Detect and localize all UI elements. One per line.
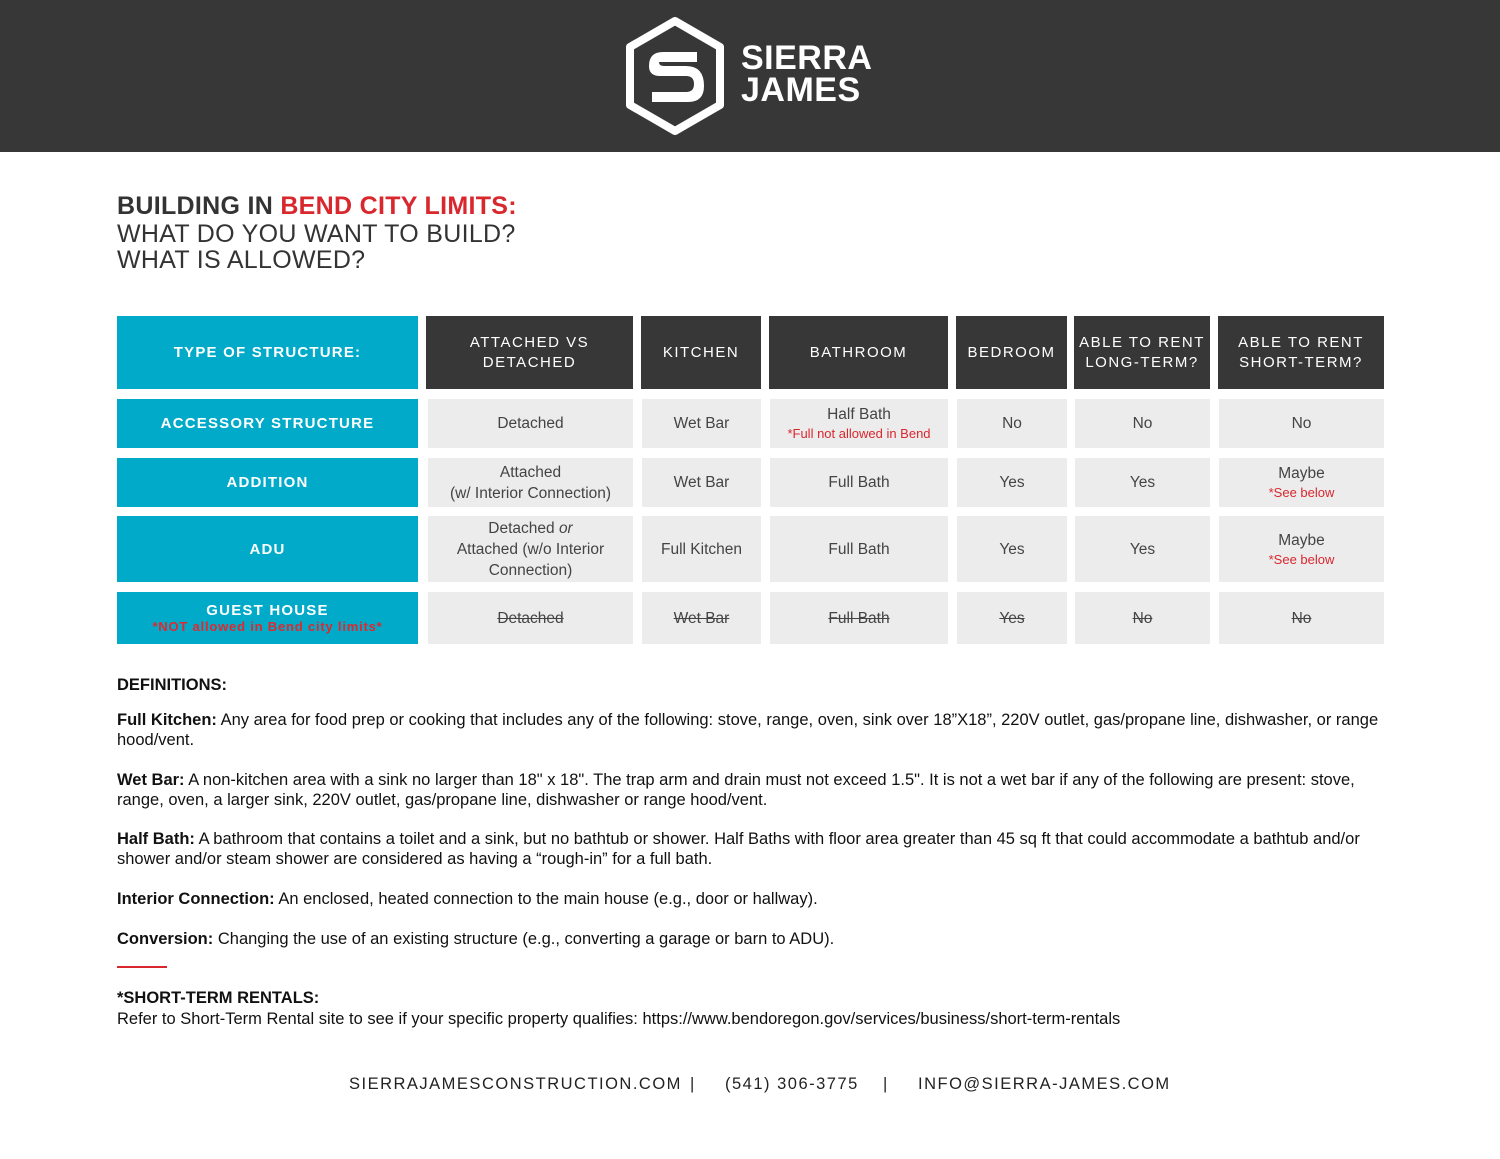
row-label-guest-house <box>117 592 418 644</box>
interior-text: An enclosed, heated connection to the main house (e.g., door or hallway). <box>274 890 818 908</box>
page-header <box>0 0 1500 152</box>
adu-label: ADU <box>249 540 286 558</box>
guest-attached: Detached <box>497 609 564 627</box>
accessory-short-term: No <box>1291 415 1312 432</box>
header-bathroom-label: BATHROOM <box>809 343 908 361</box>
interior-term: Interior Connection: <box>117 890 275 908</box>
adu-kitchen: Full Kitchen <box>661 540 742 558</box>
header-bathroom <box>769 316 948 389</box>
header-short-term-line-2: SHORT-TERM? <box>1239 353 1363 371</box>
adu-long-term-cell <box>1075 516 1210 582</box>
addition-bedroom: Yes <box>999 474 1025 491</box>
header-long-term-line-2: LONG-TERM? <box>1085 353 1199 371</box>
title-line-2: WHAT DO YOU WANT TO BUILD? <box>117 220 516 248</box>
addition-long-term-cell <box>1075 458 1210 507</box>
guest-bedroom: Yes <box>999 609 1025 627</box>
addition-attached-line-1: Attached <box>499 463 562 481</box>
addition-bathroom: Full Bath <box>828 474 890 491</box>
addition-bathroom-cell <box>770 458 948 507</box>
guest-short-term: No <box>1291 609 1312 627</box>
header-kitchen <box>641 316 761 389</box>
wet-bar-term: Wet Bar: <box>117 771 185 789</box>
full-kitchen-term: Full Kitchen: <box>117 711 217 729</box>
accessory-attached: Detached <box>497 415 564 432</box>
adu-attached-line-2: Attached (w/o Interior <box>456 540 605 558</box>
adu-short-term-note: *See below <box>1268 551 1335 567</box>
adu-bathroom-cell <box>770 516 948 582</box>
definition-conversion <box>117 929 1387 949</box>
wet-bar-text: A non-kitchen area with a sink no larger than 18" x 18". The trap arm and drain must not exceed 1.5". It is not a wet bar if any of the following are present: stove, range, oven, a larger sink, 220V outlet, gas/propane line, dishwasher or range hood/vent. <box>117 771 1355 809</box>
accessory-label: ACCESSORY STRUCTURE <box>160 415 375 432</box>
header-short-term-line-1: ABLE TO RENT <box>1238 333 1364 351</box>
accessory-bathroom-cell <box>770 399 948 448</box>
accessory-bathroom: Half Bath <box>827 406 891 423</box>
definition-full-kitchen <box>117 710 1387 750</box>
addition-kitchen: Wet Bar <box>673 474 730 491</box>
title-highlight: BEND CITY LIMITS: <box>280 192 517 220</box>
definition-half-bath <box>117 829 1387 869</box>
adu-bedroom: Yes <box>999 540 1025 558</box>
adu-attached-detached: Detached <box>488 519 559 537</box>
footer-phone[interactable]: (541) 306-3775 <box>725 1075 859 1093</box>
adu-attached-cell <box>428 516 633 582</box>
header-type-of-structure <box>117 316 418 389</box>
short-term-rentals-heading <box>117 988 1387 1008</box>
addition-attached-line-2: (w/ Interior Connection) <box>449 484 612 502</box>
definition-wet-bar <box>117 770 1387 810</box>
row-label-adu <box>117 516 418 582</box>
header-type-label: TYPE OF STRUCTURE: <box>173 344 362 361</box>
title-line-3: WHAT IS ALLOWED? <box>117 246 366 274</box>
page-title <box>117 191 517 273</box>
guest-attached-cell <box>428 592 633 644</box>
addition-short-term-note: *See below <box>1268 485 1335 500</box>
accessory-long-term-cell <box>1075 399 1210 448</box>
title-line-1 <box>117 191 517 221</box>
footer-website[interactable]: SIERRAJAMESCONSTRUCTION.COM <box>349 1075 682 1093</box>
definition-interior-connection <box>117 889 1387 909</box>
guest-kitchen-cell <box>642 592 761 644</box>
adu-short-term: Maybe <box>1278 531 1325 549</box>
accessory-attached-cell <box>428 399 633 448</box>
accessory-short-term-cell <box>1219 399 1384 448</box>
footer-separator-1: | <box>690 1075 696 1093</box>
header-long-term <box>1074 316 1210 389</box>
header-attached-line-1: ATTACHED VS <box>469 333 590 351</box>
guest-long-term: No <box>1132 609 1153 627</box>
addition-short-term: Maybe <box>1278 465 1325 482</box>
guest-short-term-cell <box>1219 592 1384 644</box>
accessory-bathroom-note: *Full not allowed in Bend <box>787 426 931 441</box>
guest-bedroom-cell <box>957 592 1067 644</box>
accessory-kitchen-cell <box>642 399 761 448</box>
definitions-heading-text: DEFINITIONS: <box>117 676 227 694</box>
header-kitchen-label: KITCHEN <box>662 343 740 361</box>
header-long-term-line-1: ABLE TO RENT <box>1079 333 1205 351</box>
guest-label-note: *NOT allowed in Bend city limits* <box>152 619 383 634</box>
half-bath-text: A bathroom that contains a toilet and a sink, but no bathtub or shower. Half Baths with floor area greater than 45 sq ft that could accommodate a bathtub and/or shower and/or steam shower are considered as having a “rough-in” for a full bath. <box>117 830 1360 868</box>
accessory-bedroom: No <box>1002 415 1022 432</box>
guest-long-term-cell <box>1075 592 1210 644</box>
full-kitchen-text: Any area for food prep or cooking that includes any of the following: stove, range, oven, sink over 18”X18”, 220V outlet, gas/propane line, dishwasher, or range hood/vent. <box>117 711 1379 749</box>
header-bedroom <box>956 316 1067 389</box>
guest-bathroom: Full Bath <box>828 609 890 627</box>
header-short-term <box>1218 316 1384 389</box>
header-attached-vs-detached <box>426 316 633 389</box>
header-attached-line-2: DETACHED <box>482 353 577 371</box>
addition-label: ADDITION <box>226 474 309 491</box>
addition-short-term-cell <box>1219 458 1384 507</box>
rentals-text: Refer to Short-Term Rental site to see if your specific property qualifies: https://www.bendoregon.gov/services/business/short-term-rentals <box>117 1010 1121 1028</box>
conversion-text: Changing the use of an existing structure (e.g., converting a garage or barn to ADU). <box>213 930 835 948</box>
row-label-addition <box>117 458 418 507</box>
row-label-accessory-structure <box>117 399 418 448</box>
guest-bathroom-cell <box>770 592 948 644</box>
half-bath-term: Half Bath: <box>117 830 195 848</box>
adu-kitchen-cell <box>642 516 761 582</box>
short-term-rentals-text <box>117 1009 1387 1029</box>
brand-line-1: SIERRA <box>741 39 873 77</box>
accessory-kitchen: Wet Bar <box>673 415 730 432</box>
brand-line-2: JAMES <box>741 71 861 109</box>
addition-attached-cell <box>428 458 633 507</box>
adu-attached-line-3: Connection) <box>488 561 573 579</box>
addition-kitchen-cell <box>642 458 761 507</box>
adu-attached-or: or <box>558 519 573 537</box>
header-bedroom-label: BEDROOM <box>967 343 1056 361</box>
sierra-james-logo-icon <box>622 16 728 136</box>
conversion-term: Conversion: <box>117 930 214 948</box>
rentals-heading-text: *SHORT-TERM RENTALS: <box>117 989 320 1007</box>
adu-short-term-cell <box>1219 516 1384 582</box>
red-divider <box>117 966 167 968</box>
guest-label: GUEST HOUSE <box>206 602 329 619</box>
adu-bedroom-cell <box>957 516 1067 582</box>
adu-bathroom: Full Bath <box>828 540 890 558</box>
title-prefix: BUILDING IN <box>117 192 281 220</box>
brand-name <box>741 39 873 109</box>
footer-separator-2: | <box>883 1075 889 1093</box>
accessory-long-term: No <box>1132 415 1153 432</box>
adu-long-term: Yes <box>1129 540 1156 558</box>
accessory-bedroom-cell <box>957 399 1067 448</box>
addition-long-term: Yes <box>1129 474 1156 491</box>
definitions-heading <box>117 675 1387 695</box>
adu-attached-line-1 <box>488 518 572 539</box>
footer-email[interactable]: INFO@SIERRA-JAMES.COM <box>918 1075 1171 1093</box>
addition-bedroom-cell <box>957 458 1067 507</box>
guest-kitchen: Wet Bar <box>673 609 730 627</box>
